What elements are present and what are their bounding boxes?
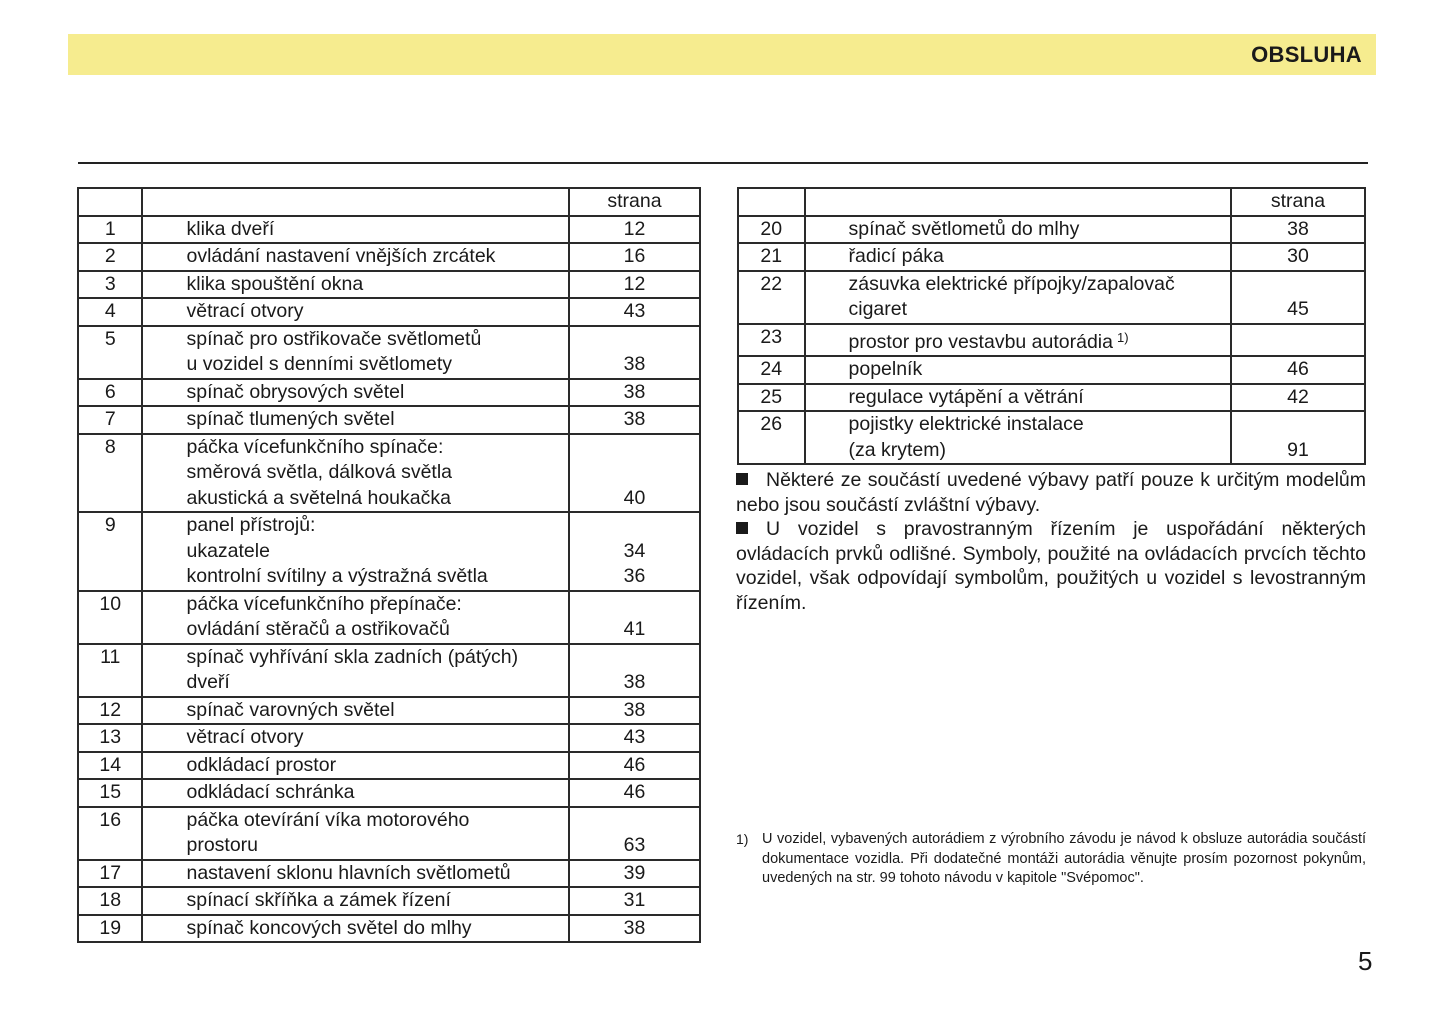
table-row <box>78 724 700 752</box>
item-number: 24 <box>738 356 805 384</box>
description-text: ovládání nastavení vnějších zrcátek <box>186 245 496 267</box>
table-row <box>738 271 1365 324</box>
description-line <box>186 460 563 486</box>
description-line <box>186 564 563 590</box>
description-line <box>186 435 563 461</box>
page-column-header: strana <box>1231 188 1365 216</box>
table-row <box>78 860 700 888</box>
description-text: prostoru <box>186 834 259 856</box>
page-reference <box>569 271 700 299</box>
description-text: cigaret <box>848 298 908 320</box>
page-number-value: 38 <box>623 408 646 430</box>
description-line <box>186 698 563 724</box>
description-line <box>849 217 1226 243</box>
description-text: větrací otvory <box>186 300 304 322</box>
page-number-value: 46 <box>623 781 646 803</box>
description-text: pojistky elektrické instalace <box>848 413 1084 435</box>
page-reference <box>569 406 700 434</box>
item-description <box>142 752 568 780</box>
horizontal-rule <box>78 162 1368 164</box>
page-column-header: strana <box>569 188 700 216</box>
description-line <box>186 244 563 270</box>
table-row <box>78 779 700 807</box>
description-line <box>186 272 563 298</box>
table-row <box>738 411 1365 464</box>
table-row <box>738 384 1365 412</box>
page-number-value: 30 <box>1287 245 1309 267</box>
description-line <box>849 244 1226 270</box>
square-bullet-icon <box>736 473 748 485</box>
notes-block <box>736 468 1366 615</box>
description-text: zásuvka elektrické přípojky/zapalovač <box>848 272 1175 295</box>
item-description <box>805 411 1231 464</box>
page-reference <box>569 807 700 860</box>
description-line <box>849 438 1226 464</box>
page-reference <box>1231 411 1365 464</box>
item-description <box>805 384 1231 412</box>
page-reference <box>1231 356 1365 384</box>
page-number-value: 38 <box>1287 217 1309 240</box>
item-number: 19 <box>78 915 142 943</box>
description-line <box>186 539 563 565</box>
item-description <box>142 887 568 915</box>
page-number-value: 38 <box>623 698 646 721</box>
controls-table-right <box>737 187 1366 465</box>
item-number: 17 <box>78 860 142 888</box>
item-description <box>142 298 568 326</box>
description-text: spínač obrysových světel <box>186 380 405 403</box>
item-description <box>142 807 568 860</box>
item-description <box>805 243 1231 271</box>
item-description <box>142 512 568 591</box>
item-number: 14 <box>78 752 142 780</box>
description-line <box>186 380 563 406</box>
item-number: 12 <box>78 697 142 725</box>
item-number: 4 <box>78 298 142 326</box>
description-text: nastavení sklonu hlavních světlometů <box>186 861 511 884</box>
description-text: klika dveří <box>186 217 275 240</box>
page-number-value: 36 <box>623 565 646 587</box>
page-reference <box>569 697 700 725</box>
table-row <box>78 697 700 725</box>
page-number-value: 40 <box>623 486 646 509</box>
item-number: 8 <box>78 434 142 513</box>
description-text: panel přístrojů: <box>186 514 316 536</box>
description-text: spínací skříňka a zámek řízení <box>186 889 451 911</box>
description-text: spínač koncových světel do mlhy <box>186 916 472 939</box>
footnote <box>736 830 1366 889</box>
description-line <box>849 385 1226 411</box>
table-row <box>78 591 700 644</box>
page-number-value: 31 <box>623 889 646 911</box>
description-text: spínač pro ostřikovače světlometů <box>186 327 482 350</box>
table-row <box>78 243 700 271</box>
description-text: ukazatele <box>186 539 270 562</box>
item-number: 6 <box>78 379 142 407</box>
page-number-value: 43 <box>623 300 646 322</box>
item-description <box>805 324 1231 357</box>
item-number: 5 <box>78 326 142 379</box>
description-line <box>849 357 1226 383</box>
footnote-mark: 1) <box>736 831 749 847</box>
description-text: ovládání stěračů a ostřikovačů <box>186 618 450 640</box>
page-number-value: 34 <box>623 539 646 562</box>
item-number: 20 <box>738 216 805 244</box>
page-number-value: 46 <box>623 753 646 776</box>
description-line <box>186 486 563 512</box>
description-text: páčka vícefunkčního přepínače: <box>186 592 462 615</box>
table-row <box>738 356 1365 384</box>
page-number-value: 12 <box>623 272 646 295</box>
page-number-value: 38 <box>623 916 646 939</box>
item-number: 9 <box>78 512 142 591</box>
page-reference <box>1231 216 1365 244</box>
page-reference <box>569 243 700 271</box>
item-number: 10 <box>78 591 142 644</box>
table-row <box>78 326 700 379</box>
description-text: spínač tlumených světel <box>186 408 395 430</box>
page-reference <box>569 752 700 780</box>
page-number-value: 43 <box>623 726 646 748</box>
note-paragraph <box>736 468 1366 517</box>
table-row <box>78 379 700 407</box>
item-description <box>142 406 568 434</box>
description-line <box>849 412 1226 438</box>
description-text: páčka otevírání víka motorového <box>186 808 470 831</box>
item-description <box>142 243 568 271</box>
note-paragraph <box>736 517 1366 615</box>
section-title: OBSLUHA <box>1251 42 1362 67</box>
page-reference <box>569 915 700 943</box>
description-text: spínač varovných světel <box>186 698 395 721</box>
item-description <box>142 326 568 379</box>
page-reference <box>1231 324 1365 357</box>
table-row <box>78 298 700 326</box>
item-description <box>142 915 568 943</box>
description-line <box>849 325 1226 356</box>
item-number: 25 <box>738 384 805 412</box>
description-text: spínač světlometů do mlhy <box>848 217 1080 240</box>
page-reference <box>1231 384 1365 412</box>
page-number: 5 <box>1358 946 1373 976</box>
page-number-value: 45 <box>1287 298 1309 320</box>
page-reference <box>569 644 700 697</box>
page-reference <box>569 326 700 379</box>
page-reference <box>569 298 700 326</box>
description-line <box>849 272 1226 298</box>
item-number: 18 <box>78 887 142 915</box>
description-text: u vozidel s denními světlomety <box>186 353 453 375</box>
page-number-value: 38 <box>623 671 646 693</box>
description-line <box>186 916 563 942</box>
description-text: větrací otvory <box>186 726 304 748</box>
table-row <box>738 324 1365 357</box>
page-reference <box>569 379 700 407</box>
page-number-value: 39 <box>623 861 646 884</box>
item-number: 3 <box>78 271 142 299</box>
note-text: Některé ze součástí uvedené výbavy patří pouze k určitým modelům nebo jsou součástí zvláštní výbavy. <box>736 469 1366 516</box>
description-text: směrová světla, dálková světla <box>186 461 453 483</box>
page-reference <box>569 591 700 644</box>
description-text: odkládací prostor <box>186 753 337 776</box>
description-line <box>186 513 563 539</box>
item-description <box>805 216 1231 244</box>
item-number: 11 <box>78 644 142 697</box>
description-text: kontrolní svítilny a výstražná světla <box>186 565 488 587</box>
description-line <box>186 753 563 779</box>
description-text: řadicí páka <box>848 245 944 267</box>
page-number-value: 12 <box>623 217 646 240</box>
item-number: 1 <box>78 216 142 244</box>
page-reference <box>569 724 700 752</box>
page-number-value: 91 <box>1287 438 1309 461</box>
item-number: 15 <box>78 779 142 807</box>
description-line <box>186 808 563 834</box>
item-description <box>142 724 568 752</box>
item-number: 23 <box>738 324 805 357</box>
item-number: 2 <box>78 243 142 271</box>
page-reference <box>569 434 700 513</box>
item-description <box>142 271 568 299</box>
description-line <box>186 833 563 859</box>
header-desc-cell <box>805 188 1231 216</box>
item-number: 22 <box>738 271 805 324</box>
description-line <box>186 888 563 914</box>
footnote-text: U vozidel, vybavených autorádiem z výrobního závodu je návod k obsluze autorádia součástí dokumentace vozidla. Při dodatečné montáži autorádia věnujte prosím pozornost pokynům, uvedených na str. 99 tohoto návodu v kapitole "Svépomoc". <box>762 831 1366 886</box>
description-text: regulace vytápění a větrání <box>848 385 1084 408</box>
page-reference <box>1231 271 1365 324</box>
description-line <box>186 217 563 243</box>
table-row <box>78 752 700 780</box>
description-text: akustická a světelná houkačka <box>186 486 451 509</box>
description-text: dveří <box>186 671 230 693</box>
table-row <box>78 512 700 591</box>
page-number-value: 41 <box>623 618 646 640</box>
item-description <box>142 779 568 807</box>
header-num-cell <box>78 188 142 216</box>
page-number-value: 42 <box>1287 385 1309 408</box>
description-text: páčka vícefunkčního spínače: <box>186 435 444 458</box>
description-text: odkládací schránka <box>186 781 355 803</box>
description-line <box>186 592 563 618</box>
controls-table-left <box>77 187 701 943</box>
page-reference <box>569 887 700 915</box>
description-line <box>186 670 563 696</box>
description-text: prostor pro vestavbu autorádia <box>848 330 1113 353</box>
item-description <box>142 591 568 644</box>
item-description <box>142 860 568 888</box>
item-description <box>142 379 568 407</box>
table-row <box>78 915 700 943</box>
description-line <box>186 407 563 433</box>
description-text: popelník <box>848 358 923 380</box>
page-number-value: 38 <box>623 380 646 403</box>
table-row <box>78 434 700 513</box>
item-description <box>142 644 568 697</box>
table-row <box>78 406 700 434</box>
description-line <box>849 297 1226 323</box>
description-line <box>186 299 563 325</box>
page-reference <box>569 779 700 807</box>
table-header-row <box>78 188 700 216</box>
description-text: (za krytem) <box>848 438 946 461</box>
page-number-value: 38 <box>623 353 646 375</box>
description-line <box>186 327 563 353</box>
table-row <box>78 644 700 697</box>
header-band <box>68 34 1376 75</box>
page-number-value: 46 <box>1287 358 1309 380</box>
page-number-value: 63 <box>623 834 646 856</box>
item-description <box>805 271 1231 324</box>
table-header-row <box>738 188 1365 216</box>
page-number-value: 16 <box>623 245 646 267</box>
table-row <box>78 887 700 915</box>
note-text: U vozidel s pravostranným řízením je uspořádání některých ovládacích prvků odlišné. Symboly, použité na ovládacích prvcích těchto vozidel, však odpovídají symbolům, použitých u vozidel s levostranným řízením. <box>736 518 1366 614</box>
description-line <box>186 725 563 751</box>
page-reference <box>569 512 700 591</box>
table-row <box>738 216 1365 244</box>
item-number: 16 <box>78 807 142 860</box>
page-reference <box>1231 243 1365 271</box>
item-number: 26 <box>738 411 805 464</box>
header-num-cell <box>738 188 805 216</box>
description-text: klika spouštění okna <box>186 272 364 295</box>
item-description <box>142 216 568 244</box>
table-row <box>738 243 1365 271</box>
table-row <box>78 216 700 244</box>
square-bullet-icon <box>736 522 748 534</box>
item-number: 13 <box>78 724 142 752</box>
item-description <box>142 434 568 513</box>
description-line <box>186 617 563 643</box>
table-row <box>78 271 700 299</box>
table-row <box>78 807 700 860</box>
description-text: spínač vyhřívání skla zadních (pátých) <box>186 645 519 668</box>
description-line <box>186 645 563 671</box>
description-line <box>186 780 563 806</box>
page-reference <box>569 860 700 888</box>
item-description <box>805 356 1231 384</box>
item-number: 7 <box>78 406 142 434</box>
item-number: 21 <box>738 243 805 271</box>
item-description <box>142 697 568 725</box>
description-line <box>186 352 563 378</box>
page-reference <box>569 216 700 244</box>
footnote-reference: 1) <box>1117 329 1129 345</box>
description-line <box>186 861 563 887</box>
header-desc-cell <box>142 188 568 216</box>
